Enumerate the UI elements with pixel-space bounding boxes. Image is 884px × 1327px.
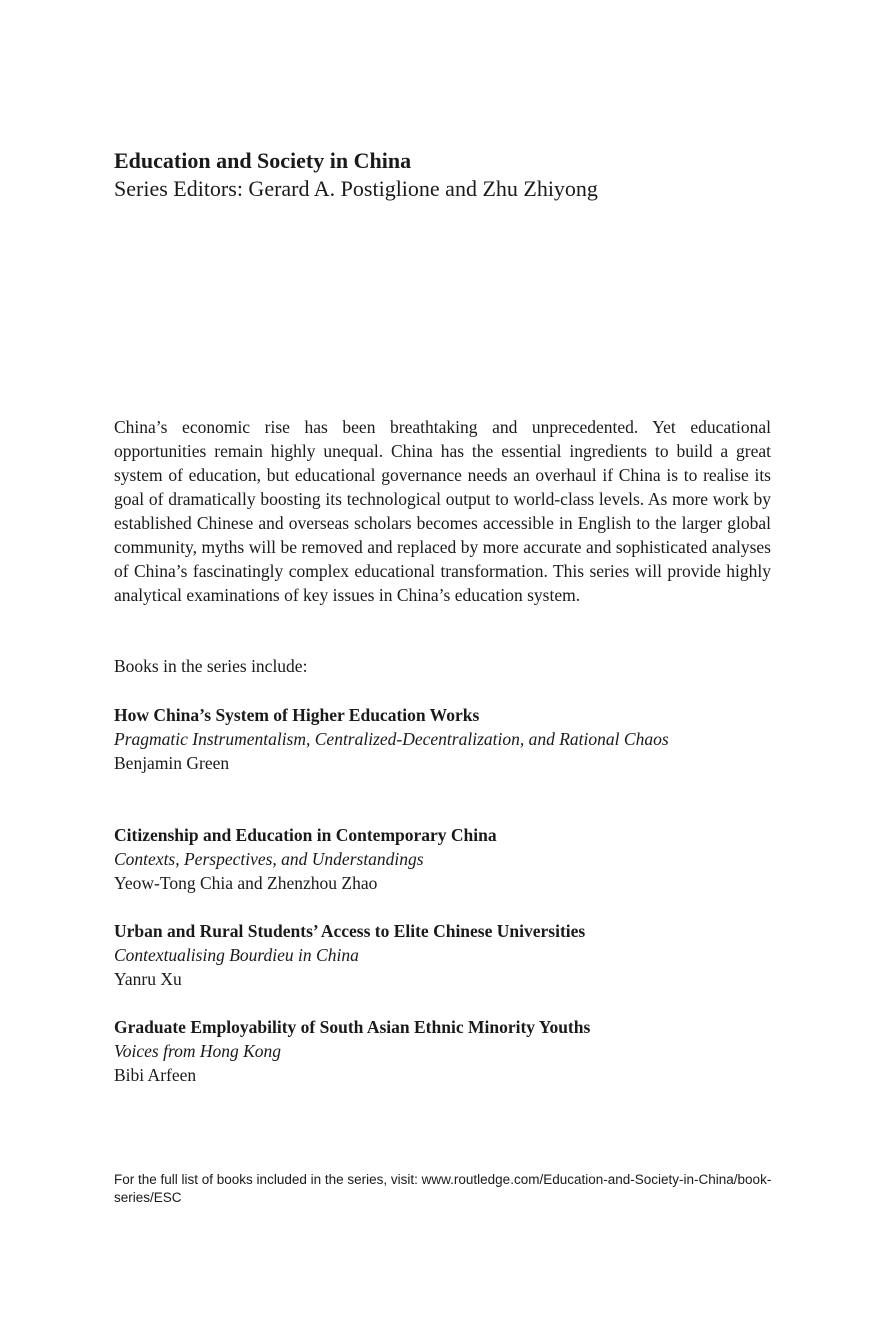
book-author: Yanru Xu [114, 969, 182, 989]
series-title: Education and Society in China [114, 148, 412, 173]
books-intro: Books in the series include: [114, 656, 308, 676]
book-entry [114, 823, 754, 895]
series-description: China’s economic rise has been breathtaking and unprecedented. Yet educational opportunities remain highly unequal. China has the essential ingredients to build a great system of education, but educational governance needs an overhaul if China is to realise its goal of dramatically boosting its technological output to world-class levels. As more work by established Chinese and overseas scholars becomes accessible in English to the larger global community, myths will be removed and replaced by more accurate and sophisticated analyses of China’s fascinatingly complex educational transformation. This series will provide highly analytical examinations of key issues in China’s education system. [114, 417, 771, 605]
book-title: Graduate Employability of South Asian Ethnic Minority Youths [114, 1017, 591, 1037]
book-author: Benjamin Green [114, 753, 230, 773]
footer-text: For the full list of books included in the series, visit: [114, 1172, 422, 1187]
book-entry [114, 703, 754, 775]
series-editors: Series Editors: Gerard A. Postiglione and Zhu Zhiyong [114, 176, 598, 201]
series-footer-note [114, 1171, 774, 1207]
book-title: How China’s System of Higher Education Works [114, 705, 480, 725]
book-entry [114, 919, 754, 991]
book-author: Yeow-Tong Chia and Zhenzhou Zhao [114, 873, 378, 893]
book-subtitle: Contexts, Perspectives, and Understandings [114, 849, 424, 869]
book-subtitle: Contextualising Bourdieu in China [114, 945, 359, 965]
book-author: Bibi Arfeen [114, 1065, 197, 1085]
book-title: Citizenship and Education in Contemporary China [114, 825, 497, 845]
book-subtitle: Voices from Hong Kong [114, 1041, 282, 1061]
book-entry [114, 1015, 754, 1087]
book-subtitle: Pragmatic Instrumentalism, Centralized-Decentralization, and Rational Chaos [114, 729, 669, 749]
series-url-link[interactable]: www.routledge.com/Education-and-Society-in-China/book-series/ESC [114, 1172, 772, 1205]
book-title: Urban and Rural Students’ Access to Elite Chinese Universities [114, 921, 586, 941]
